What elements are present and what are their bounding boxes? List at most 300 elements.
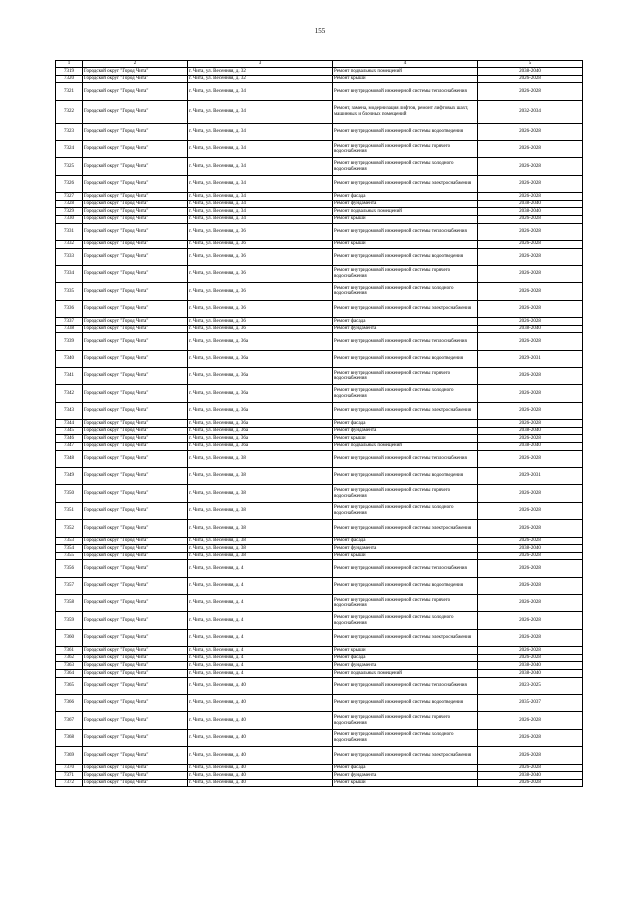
work-type-cell: Ремонт фундамента xyxy=(333,772,478,780)
row-number-cell: 7324 xyxy=(56,140,83,157)
municipality-cell: Городской округ "Город Чита" xyxy=(83,215,188,223)
table-row xyxy=(56,764,583,772)
period-cell: 2038-2040 xyxy=(478,772,583,780)
municipality-cell: Городской округ "Город Чита" xyxy=(83,502,188,519)
table-row xyxy=(56,175,583,192)
address-cell: г. Чита, ул. Весенняя, д. 34 xyxy=(188,100,333,123)
work-type-cell: Ремонт внутридомовой инженерной системы электроснабжения xyxy=(333,300,478,317)
row-number-cell: 7351 xyxy=(56,502,83,519)
table-row xyxy=(56,200,583,208)
row-number-cell: 7339 xyxy=(56,333,83,350)
address-cell: г. Чита, ул. Весенняя, д. 38 xyxy=(188,467,333,484)
row-number-cell: 7323 xyxy=(56,123,83,140)
work-type-cell: Ремонт внутридомовой инженерной системы электроснабжения xyxy=(333,175,478,192)
work-type-cell: Ремонт внутридомовой инженерной системы холодного водоснабжения xyxy=(333,385,478,402)
work-type-cell: Ремонт фундамента xyxy=(333,662,478,670)
period-cell: 2026-2028 xyxy=(478,502,583,519)
row-number-cell: 7368 xyxy=(56,729,83,746)
address-cell: г. Чита, ул. Весенняя, д. 4 xyxy=(188,662,333,670)
table-row xyxy=(56,248,583,265)
table-row xyxy=(56,779,583,787)
work-type-cell: Ремонт крыши xyxy=(333,215,478,223)
work-type-cell: Ремонт фасада xyxy=(333,420,478,428)
address-cell: г. Чита, ул. Весенняя, д. 4 xyxy=(188,670,333,678)
table-row xyxy=(56,318,583,326)
row-number-cell: 7348 xyxy=(56,450,83,467)
period-cell: 2026-2028 xyxy=(478,385,583,402)
municipality-cell: Городской округ "Город Чита" xyxy=(83,248,188,265)
row-number-cell: 7361 xyxy=(56,647,83,655)
row-number-cell: 7321 xyxy=(56,83,83,100)
work-type-cell: Ремонт крыши xyxy=(333,779,478,787)
row-number-cell: 7329 xyxy=(56,208,83,216)
address-cell: г. Чита, ул. Весенняя, д. 32 xyxy=(188,75,333,83)
column-header: 5 xyxy=(478,61,583,68)
period-cell: 2026-2028 xyxy=(478,764,583,772)
work-type-cell: Ремонт внутридомовой инженерной системы горячего водоснабжения xyxy=(333,368,478,385)
table-row xyxy=(56,442,583,450)
address-cell: г. Чита, ул. Весенняя, д. 4 xyxy=(188,654,333,662)
table-row xyxy=(56,695,583,712)
row-number-cell: 7365 xyxy=(56,677,83,694)
address-cell: г. Чита, ул. Весенняя, д. 34 xyxy=(188,215,333,223)
municipality-cell: Городской округ "Город Чита" xyxy=(83,140,188,157)
period-cell: 2026-2028 xyxy=(478,300,583,317)
table-row xyxy=(56,223,583,240)
municipality-cell: Городской округ "Город Чита" xyxy=(83,435,188,443)
address-cell: г. Чита, ул. Весенняя, д. 36 xyxy=(188,240,333,248)
period-cell: 2026-2028 xyxy=(478,368,583,385)
period-cell: 2029-2031 xyxy=(478,350,583,367)
work-type-cell: Ремонт фасада xyxy=(333,193,478,201)
table-row xyxy=(56,677,583,694)
period-cell: 2026-2028 xyxy=(478,595,583,612)
municipality-cell: Городской округ "Город Чита" xyxy=(83,712,188,729)
work-type-cell: Ремонт внутридомовой инженерной системы теплоснабжения xyxy=(333,223,478,240)
municipality-cell: Городской округ "Город Чита" xyxy=(83,545,188,553)
municipality-cell: Городской округ "Город Чита" xyxy=(83,240,188,248)
period-cell: 2038-2040 xyxy=(478,208,583,216)
municipality-cell: Городской округ "Город Чита" xyxy=(83,75,188,83)
table-row xyxy=(56,577,583,594)
municipality-cell: Городской округ "Город Чита" xyxy=(83,442,188,450)
table-row xyxy=(56,68,583,76)
table-row xyxy=(56,670,583,678)
period-cell: 2032-2034 xyxy=(478,100,583,123)
row-number-cell: 7322 xyxy=(56,100,83,123)
municipality-cell: Городской округ "Город Чита" xyxy=(83,537,188,545)
municipality-cell: Городской округ "Город Чита" xyxy=(83,402,188,419)
work-type-cell: Ремонт внутридомовой инженерной системы электроснабжения xyxy=(333,629,478,646)
table-row xyxy=(56,662,583,670)
address-cell: г. Чита, ул. Весенняя, д. 34 xyxy=(188,158,333,175)
work-type-cell: Ремонт внутридомовой инженерной системы холодного водоснабжения xyxy=(333,612,478,629)
table-row xyxy=(56,333,583,350)
work-type-cell: Ремонт, замена, модернизация лифтов, ремонт лифтовых шахт, машинных и блочных помещений xyxy=(333,100,478,123)
period-cell: 2026-2028 xyxy=(478,333,583,350)
work-type-cell: Ремонт внутридомовой инженерной системы горячего водоснабжения xyxy=(333,485,478,502)
municipality-cell: Городской округ "Город Чита" xyxy=(83,83,188,100)
address-cell: г. Чита, ул. Весенняя, д. 36а xyxy=(188,368,333,385)
municipality-cell: Городской округ "Город Чита" xyxy=(83,772,188,780)
address-cell: г. Чита, ул. Весенняя, д. 40 xyxy=(188,712,333,729)
address-cell: г. Чита, ул. Весенняя, д. 36а xyxy=(188,350,333,367)
municipality-cell: Городской округ "Город Чита" xyxy=(83,647,188,655)
period-cell: 2026-2028 xyxy=(478,158,583,175)
row-number-cell: 7352 xyxy=(56,520,83,537)
address-cell: г. Чита, ул. Весенняя, д. 36 xyxy=(188,318,333,326)
municipality-cell: Городской округ "Город Чита" xyxy=(83,552,188,560)
row-number-cell: 7325 xyxy=(56,158,83,175)
period-cell: 2026-2028 xyxy=(478,240,583,248)
period-cell: 2023-2025 xyxy=(478,677,583,694)
period-cell: 2038-2040 xyxy=(478,670,583,678)
address-cell: г. Чита, ул. Весенняя, д. 38 xyxy=(188,502,333,519)
work-type-cell: Ремонт подвальных помещений xyxy=(333,442,478,450)
municipality-cell: Городской округ "Город Чита" xyxy=(83,695,188,712)
municipality-cell: Городской округ "Город Чита" xyxy=(83,747,188,764)
work-type-cell: Ремонт внутридомовой инженерной системы горячего водоснабжения xyxy=(333,595,478,612)
row-number-cell: 7334 xyxy=(56,265,83,282)
work-type-cell: Ремонт внутридомовой инженерной системы теплоснабжения xyxy=(333,450,478,467)
column-header: 4 xyxy=(333,61,478,68)
table-row xyxy=(56,729,583,746)
row-number-cell: 7349 xyxy=(56,467,83,484)
address-cell: г. Чита, ул. Весенняя, д. 36а xyxy=(188,435,333,443)
address-cell: г. Чита, ул. Весенняя, д. 36 xyxy=(188,248,333,265)
period-cell: 2026-2028 xyxy=(478,215,583,223)
municipality-cell: Городской округ "Город Чита" xyxy=(83,325,188,333)
table-row xyxy=(56,712,583,729)
table-row xyxy=(56,75,583,83)
row-number-cell: 7331 xyxy=(56,223,83,240)
work-type-cell: Ремонт крыши xyxy=(333,75,478,83)
address-cell: г. Чита, ул. Весенняя, д. 32 xyxy=(188,68,333,76)
municipality-cell: Городской округ "Город Чита" xyxy=(83,385,188,402)
address-cell: г. Чита, ул. Весенняя, д. 38 xyxy=(188,450,333,467)
column-header: 3 xyxy=(188,61,333,68)
table-row xyxy=(56,385,583,402)
period-cell: 2026-2028 xyxy=(478,485,583,502)
municipality-cell: Городской округ "Город Чита" xyxy=(83,450,188,467)
address-cell: г. Чита, ул. Весенняя, д. 36 xyxy=(188,223,333,240)
row-number-cell: 7345 xyxy=(56,427,83,435)
work-type-cell: Ремонт крыши xyxy=(333,240,478,248)
row-number-cell: 7366 xyxy=(56,695,83,712)
municipality-cell: Городской округ "Город Чита" xyxy=(83,729,188,746)
table-row xyxy=(56,747,583,764)
work-type-cell: Ремонт внутридомовой инженерной системы теплоснабжения xyxy=(333,333,478,350)
work-type-cell: Ремонт фундамента xyxy=(333,427,478,435)
address-cell: г. Чита, ул. Весенняя, д. 34 xyxy=(188,193,333,201)
row-number-cell: 7357 xyxy=(56,577,83,594)
work-type-cell: Ремонт внутридомовой инженерной системы холодного водоснабжения xyxy=(333,158,478,175)
work-type-cell: Ремонт внутридомовой инженерной системы электроснабжения xyxy=(333,520,478,537)
table-row xyxy=(56,450,583,467)
work-type-cell: Ремонт фундамента xyxy=(333,545,478,553)
address-cell: г. Чита, ул. Весенняя, д. 36а xyxy=(188,333,333,350)
work-type-cell: Ремонт внутридомовой инженерной системы холодного водоснабжения xyxy=(333,729,478,746)
work-type-cell: Ремонт внутридомовой инженерной системы горячего водоснабжения xyxy=(333,140,478,157)
period-cell: 2026-2028 xyxy=(478,647,583,655)
row-number-cell: 7364 xyxy=(56,670,83,678)
row-number-cell: 7355 xyxy=(56,552,83,560)
period-cell: 2026-2028 xyxy=(478,193,583,201)
row-number-cell: 7335 xyxy=(56,283,83,300)
table-row xyxy=(56,545,583,553)
municipality-cell: Городской округ "Город Чита" xyxy=(83,368,188,385)
row-number-cell: 7360 xyxy=(56,629,83,646)
municipality-cell: Городской округ "Город Чита" xyxy=(83,283,188,300)
period-cell: 2035-2037 xyxy=(478,695,583,712)
row-number-cell: 7319 xyxy=(56,68,83,76)
work-type-cell: Ремонт внутридомовой инженерной системы холодного водоснабжения xyxy=(333,502,478,519)
row-number-cell: 7358 xyxy=(56,595,83,612)
municipality-cell: Городской округ "Город Чита" xyxy=(83,662,188,670)
address-cell: г. Чита, ул. Весенняя, д. 38 xyxy=(188,520,333,537)
period-cell: 2026-2028 xyxy=(478,552,583,560)
address-cell: г. Чита, ул. Весенняя, д. 36 xyxy=(188,283,333,300)
work-type-cell: Ремонт фасада xyxy=(333,654,478,662)
work-type-cell: Ремонт подвальных помещений xyxy=(333,670,478,678)
work-type-cell: Ремонт фасада xyxy=(333,764,478,772)
address-cell: г. Чита, ул. Весенняя, д. 4 xyxy=(188,595,333,612)
period-cell: 2026-2028 xyxy=(478,140,583,157)
municipality-cell: Городской округ "Город Чита" xyxy=(83,467,188,484)
period-cell: 2038-2040 xyxy=(478,200,583,208)
municipality-cell: Городской округ "Город Чита" xyxy=(83,577,188,594)
work-type-cell: Ремонт внутридомовой инженерной системы электроснабжения xyxy=(333,402,478,419)
period-cell: 2026-2028 xyxy=(478,223,583,240)
municipality-cell: Городской округ "Город Чита" xyxy=(83,158,188,175)
municipality-cell: Городской округ "Город Чита" xyxy=(83,175,188,192)
address-cell: г. Чита, ул. Весенняя, д. 34 xyxy=(188,83,333,100)
period-cell: 2026-2028 xyxy=(478,318,583,326)
address-cell: г. Чита, ул. Весенняя, д. 4 xyxy=(188,612,333,629)
row-number-cell: 7333 xyxy=(56,248,83,265)
municipality-cell: Городской округ "Город Чита" xyxy=(83,629,188,646)
period-cell: 2026-2028 xyxy=(478,248,583,265)
municipality-cell: Городской округ "Город Чита" xyxy=(83,333,188,350)
address-cell: г. Чита, ул. Весенняя, д. 34 xyxy=(188,123,333,140)
row-number-cell: 7320 xyxy=(56,75,83,83)
municipality-cell: Городской округ "Город Чита" xyxy=(83,350,188,367)
period-cell: 2026-2028 xyxy=(478,435,583,443)
work-type-cell: Ремонт внутридомовой инженерной системы теплоснабжения xyxy=(333,560,478,577)
table-row xyxy=(56,595,583,612)
municipality-cell: Городской округ "Город Чита" xyxy=(83,677,188,694)
municipality-cell: Городской округ "Город Чита" xyxy=(83,100,188,123)
address-cell: г. Чита, ул. Весенняя, д. 40 xyxy=(188,695,333,712)
table-row xyxy=(56,240,583,248)
period-cell: 2026-2028 xyxy=(478,577,583,594)
row-number-cell: 7326 xyxy=(56,175,83,192)
row-number-cell: 7356 xyxy=(56,560,83,577)
address-cell: г. Чита, ул. Весенняя, д. 36а xyxy=(188,442,333,450)
municipality-cell: Городской округ "Город Чита" xyxy=(83,560,188,577)
period-cell: 2026-2028 xyxy=(478,712,583,729)
work-type-cell: Ремонт внутридомовой инженерной системы водоотведения xyxy=(333,123,478,140)
row-number-cell: 7346 xyxy=(56,435,83,443)
address-cell: г. Чита, ул. Весенняя, д. 36а xyxy=(188,402,333,419)
address-cell: г. Чита, ул. Весенняя, д. 40 xyxy=(188,772,333,780)
period-cell: 2026-2028 xyxy=(478,175,583,192)
address-cell: г. Чита, ул. Весенняя, д. 4 xyxy=(188,647,333,655)
table-row xyxy=(56,520,583,537)
table-row xyxy=(56,435,583,443)
work-type-cell: Ремонт внутридомовой инженерной системы водоотведения xyxy=(333,350,478,367)
table-row xyxy=(56,325,583,333)
row-number-cell: 7328 xyxy=(56,200,83,208)
table-row xyxy=(56,629,583,646)
table-row xyxy=(56,83,583,100)
work-type-cell: Ремонт крыши xyxy=(333,647,478,655)
period-cell: 2038-2040 xyxy=(478,427,583,435)
address-cell: г. Чита, ул. Весенняя, д. 36 xyxy=(188,265,333,282)
period-cell: 2026-2028 xyxy=(478,75,583,83)
municipality-cell: Городской округ "Город Чита" xyxy=(83,427,188,435)
period-cell: 2026-2028 xyxy=(478,537,583,545)
address-cell: г. Чита, ул. Весенняя, д. 36 xyxy=(188,325,333,333)
address-cell: г. Чита, ул. Весенняя, д. 4 xyxy=(188,560,333,577)
period-cell: 2026-2028 xyxy=(478,560,583,577)
municipality-cell: Городской округ "Город Чита" xyxy=(83,595,188,612)
address-cell: г. Чита, ул. Весенняя, д. 4 xyxy=(188,629,333,646)
column-header: 2 xyxy=(83,61,188,68)
table-row xyxy=(56,140,583,157)
period-cell: 2026-2028 xyxy=(478,729,583,746)
work-type-cell: Ремонт внутридомовой инженерной системы водоотведения xyxy=(333,467,478,484)
row-number-cell: 7332 xyxy=(56,240,83,248)
row-number-cell: 7344 xyxy=(56,420,83,428)
municipality-cell: Городской округ "Город Чита" xyxy=(83,520,188,537)
address-cell: г. Чита, ул. Весенняя, д. 38 xyxy=(188,552,333,560)
table-row xyxy=(56,368,583,385)
municipality-cell: Городской округ "Город Чита" xyxy=(83,779,188,787)
row-number-cell: 7359 xyxy=(56,612,83,629)
row-number-cell: 7372 xyxy=(56,779,83,787)
period-cell: 2026-2028 xyxy=(478,402,583,419)
work-type-cell: Ремонт крыши xyxy=(333,435,478,443)
table-row xyxy=(56,420,583,428)
work-type-cell: Ремонт фундамента xyxy=(333,325,478,333)
row-number-cell: 7354 xyxy=(56,545,83,553)
municipality-cell: Городской округ "Город Чита" xyxy=(83,200,188,208)
address-cell: г. Чита, ул. Весенняя, д. 38 xyxy=(188,537,333,545)
address-cell: г. Чита, ул. Весенняя, д. 40 xyxy=(188,729,333,746)
work-type-cell: Ремонт внутридомовой инженерной системы горячего водоснабжения xyxy=(333,265,478,282)
address-cell: г. Чита, ул. Весенняя, д. 36 xyxy=(188,300,333,317)
period-cell: 2038-2040 xyxy=(478,662,583,670)
address-cell: г. Чита, ул. Весенняя, д. 36а xyxy=(188,427,333,435)
municipality-cell: Городской округ "Город Чита" xyxy=(83,223,188,240)
address-cell: г. Чита, ул. Весенняя, д. 40 xyxy=(188,764,333,772)
work-type-cell: Ремонт внутридомовой инженерной системы теплоснабжения xyxy=(333,83,478,100)
period-cell: 2038-2040 xyxy=(478,545,583,553)
period-cell: 2038-2040 xyxy=(478,325,583,333)
row-number-cell: 7347 xyxy=(56,442,83,450)
page-number: 155 xyxy=(314,27,326,35)
period-cell: 2026-2028 xyxy=(478,83,583,100)
work-type-cell: Ремонт фасада xyxy=(333,537,478,545)
row-number-cell: 7342 xyxy=(56,385,83,402)
period-cell: 2026-2028 xyxy=(478,283,583,300)
table-row xyxy=(56,612,583,629)
address-cell: г. Чита, ул. Весенняя, д. 4 xyxy=(188,577,333,594)
municipality-cell: Городской округ "Город Чита" xyxy=(83,193,188,201)
table-row xyxy=(56,300,583,317)
address-cell: г. Чита, ул. Весенняя, д. 34 xyxy=(188,140,333,157)
municipality-cell: Городской округ "Город Чита" xyxy=(83,670,188,678)
table-row xyxy=(56,283,583,300)
row-number-cell: 7340 xyxy=(56,350,83,367)
period-cell: 2038-2040 xyxy=(478,68,583,76)
address-cell: г. Чита, ул. Весенняя, д. 40 xyxy=(188,779,333,787)
table-row xyxy=(56,772,583,780)
table-row xyxy=(56,552,583,560)
row-number-cell: 7369 xyxy=(56,747,83,764)
municipality-cell: Городской округ "Город Чита" xyxy=(83,612,188,629)
municipality-cell: Городской округ "Город Чита" xyxy=(83,300,188,317)
table-row xyxy=(56,215,583,223)
municipality-cell: Городской округ "Город Чита" xyxy=(83,265,188,282)
table-row xyxy=(56,158,583,175)
address-cell: г. Чита, ул. Весенняя, д. 36а xyxy=(188,420,333,428)
municipality-cell: Городской округ "Город Чита" xyxy=(83,318,188,326)
row-number-cell: 7337 xyxy=(56,318,83,326)
address-cell: г. Чита, ул. Весенняя, д. 38 xyxy=(188,545,333,553)
municipality-cell: Городской округ "Город Чита" xyxy=(83,68,188,76)
row-number-cell: 7363 xyxy=(56,662,83,670)
table-row xyxy=(56,100,583,123)
period-cell: 2026-2028 xyxy=(478,420,583,428)
row-number-cell: 7327 xyxy=(56,193,83,201)
period-cell: 2038-2040 xyxy=(478,442,583,450)
municipality-cell: Городской округ "Город Чита" xyxy=(83,485,188,502)
period-cell: 2026-2028 xyxy=(478,747,583,764)
work-type-cell: Ремонт внутридомовой инженерной системы водоотведения xyxy=(333,248,478,265)
row-number-cell: 7336 xyxy=(56,300,83,317)
repair-schedule-table xyxy=(55,60,583,787)
work-type-cell: Ремонт фундамента xyxy=(333,200,478,208)
table-row xyxy=(56,193,583,201)
row-number-cell: 7338 xyxy=(56,325,83,333)
table-row xyxy=(56,402,583,419)
address-cell: г. Чита, ул. Весенняя, д. 36а xyxy=(188,385,333,402)
municipality-cell: Городской округ "Город Чита" xyxy=(83,654,188,662)
period-cell: 2029-2031 xyxy=(478,467,583,484)
period-cell: 2026-2028 xyxy=(478,265,583,282)
work-type-cell: Ремонт внутридомовой инженерной системы водоотведения xyxy=(333,695,478,712)
address-cell: г. Чита, ул. Весенняя, д. 40 xyxy=(188,677,333,694)
table-row xyxy=(56,485,583,502)
row-number-cell: 7330 xyxy=(56,215,83,223)
municipality-cell: Городской округ "Город Чита" xyxy=(83,208,188,216)
address-cell: г. Чита, ул. Весенняя, д. 34 xyxy=(188,200,333,208)
work-type-cell: Ремонт внутридомовой инженерной системы электроснабжения xyxy=(333,747,478,764)
municipality-cell: Городской округ "Город Чита" xyxy=(83,123,188,140)
period-cell: 2026-2028 xyxy=(478,629,583,646)
period-cell: 2026-2028 xyxy=(478,779,583,787)
work-type-cell: Ремонт внутридомовой инженерной системы холодного водоснабжения xyxy=(333,283,478,300)
row-number-cell: 7370 xyxy=(56,764,83,772)
table-row xyxy=(56,350,583,367)
table-row xyxy=(56,467,583,484)
table-row xyxy=(56,265,583,282)
period-cell: 2026-2028 xyxy=(478,654,583,662)
row-number-cell: 7367 xyxy=(56,712,83,729)
period-cell: 2026-2028 xyxy=(478,520,583,537)
